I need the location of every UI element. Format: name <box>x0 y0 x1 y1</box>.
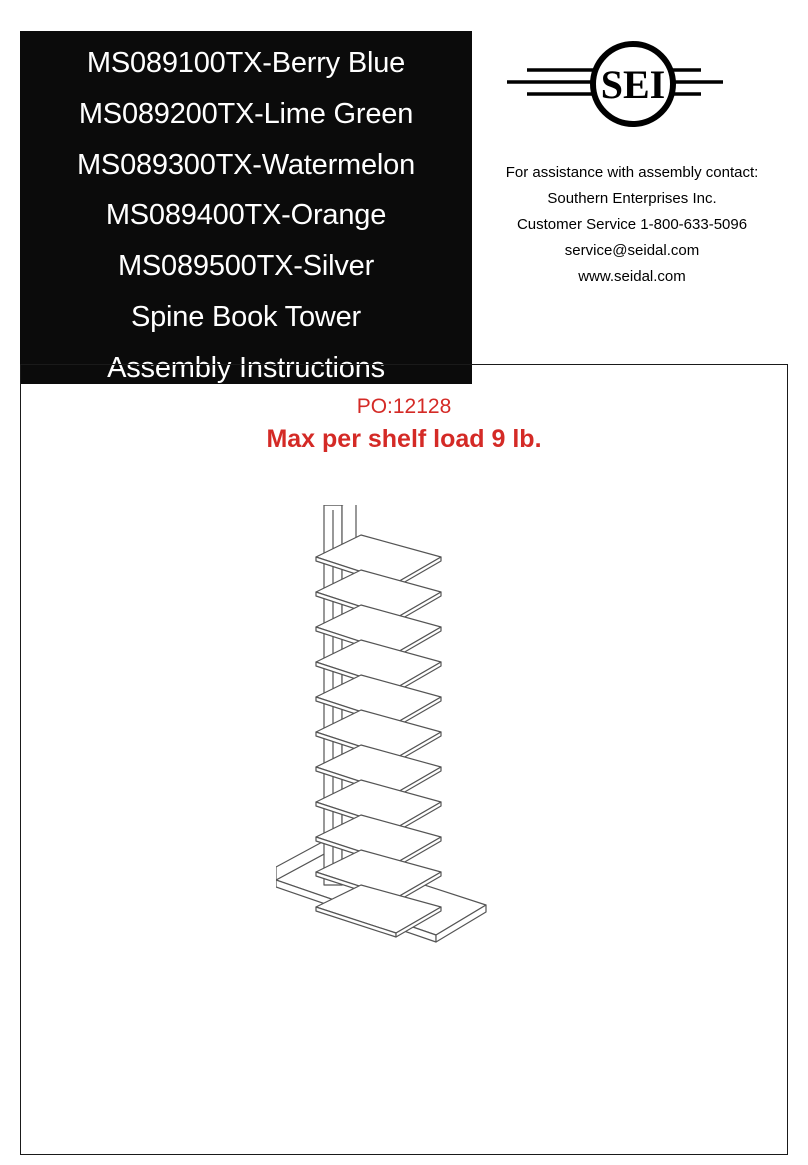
sei-logo <box>505 40 725 130</box>
load-warning: Max per shelf load 9 lb. <box>266 425 542 453</box>
po-number: PO:12128 <box>356 395 452 418</box>
title-line: MS089100TX-Berry Blue <box>86 47 406 79</box>
title-line: Assembly Instructions <box>107 351 385 384</box>
title-line: MS089500TX-Silver <box>117 250 375 283</box>
contact-info <box>472 160 792 290</box>
logo-text: SEI <box>600 62 666 107</box>
book-tower-illustration <box>276 505 516 1005</box>
title-block <box>20 31 472 384</box>
support-email: service@seidal.com <box>564 242 700 259</box>
company-name: Southern Enterprises Inc. <box>547 190 717 207</box>
title-line: Spine Book Tower <box>130 300 362 333</box>
title-line: MS089400TX-Orange <box>105 199 387 232</box>
contact-line: For assistance with assembly contact: <box>505 164 759 181</box>
title-line: MS089200TX-Lime Green <box>78 97 414 130</box>
title-line: MS089300TX-Watermelon <box>76 148 416 181</box>
website: www.seidal.com <box>578 268 686 285</box>
illustration-panel <box>20 364 788 1155</box>
customer-service-phone: Customer Service 1-800-633-5096 <box>516 216 748 233</box>
